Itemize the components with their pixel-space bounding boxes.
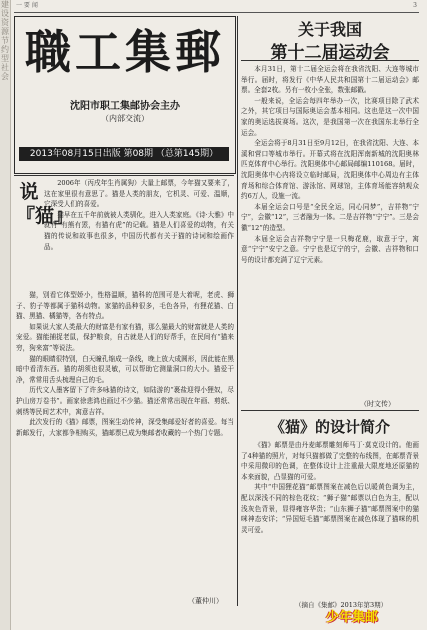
paragraph: 本月31日，第十二届全运会将在我省沈阳、大连等城市举行。届时，将发行《中华人民共和国第十二届运动会》邮票。全套2枚。另有一枚小全张，数张邮戳。 — [241, 65, 419, 95]
running-head — [14, 2, 419, 13]
masthead — [14, 16, 236, 174]
paragraph: 本届全运会吉祥物宁宁是一只梅花鹿，取意于宁，寓意“宁宁”安宁之意。宁宁也是辽宁的宁，会徽、吉祥物和口号的设计都充满了辽宁元素。 — [241, 234, 419, 264]
left-article-body-top — [44, 178, 234, 288]
running-head-left: 一 要 闻 — [16, 2, 38, 9]
paragraph: 此次发行的《猫》邮票，图案生动传神，深受集邮爱好者的喜爱。每当新邮发行，大家都争相购买，猫邮票已成为集邮者收藏的一个热门专题。 — [16, 418, 234, 437]
right-article-title-line2: 第十二届运动会 — [270, 43, 390, 63]
right-article-signature: （时文传） — [360, 400, 395, 408]
paragraph: 本届全运会口号是“全民全运，同心同梦”，吉祥物“宁宁”，会徽“12”，三者融为一体。二是吉祥物“宁宁”。三是会徽“12”的造型。 — [241, 202, 419, 232]
section-divider — [241, 410, 419, 411]
left-article-vertical-title: 说『猫』 — [16, 181, 74, 227]
issue-info-bar: 2013年08月15日出版 第08期 （总第145期） — [19, 147, 229, 161]
lower-article-title: 《猫》的设计简介 — [269, 418, 390, 436]
masthead-org: 沈阳市职工集邮协会主办 — [70, 101, 180, 112]
edge-text: 建设资源节约型社会 — [1, 0, 9, 81]
paragraph: 其中“中国狸花猫”邮票图案在减色后以暖黄色调为主，配以深浅不同的棕色花纹；“狮子猫”邮票以白色为主，配以浅灰色背景，显得雍容华贵；“山东狮子猫”邮票图案中的猫咪神态安详；“异国短毛猫”邮票图案在减色体现了猫咪的机灵可爱。 — [241, 483, 419, 534]
paragraph: 猫的眼睛很特别，白天瞳孔缩成一条线，晚上放大成圆形，因此能在黑暗中看清东西。猫的胡须也很灵敏，可以帮助它测量洞口的大小。猫爱干净，常常用舌头梳理自己的毛。 — [16, 354, 234, 384]
paragraph: 猫早在五千年前就被人类驯化，进入人类家庭。《诗·大雅》中就有“有熊有罴，有猫有虎”的记载。猫是人们喜爱的动物，有关猫的传说和故事也很多，中国历代都有关于猫的诗词和绘画作品。 — [44, 210, 234, 251]
masthead-title: 職工集郵 — [25, 25, 225, 79]
paragraph: 猫，别看它体型娇小，性格温顺，猫科的范围可是大着呢，老虎、狮子、豹子等都属于猫科动物。家猫的品种很多，毛色各异，有狸花猫、白猫、黑猫、橘猫等，各有特点。 — [16, 291, 234, 321]
adjacent-page-edge — [0, 0, 11, 630]
left-article-signature: （董仲川） — [188, 597, 223, 605]
paragraph: 如果说大家人类最大的财富是有家有猫，那么猫最大的财富就是人类的宠爱。猫能捕捉老鼠，保护粮食，自古就是人们的好帮手，在民间有“猫来穷，狗来富”等说法。 — [16, 322, 234, 352]
paragraph: 《猫》邮票是由丹麦邮票雕刻师马丁·莫克设计的。他画了4种猫的照片，对每只猫都做了完整的布线图，在邮票背景中采用微印的色调，在整体设计上注重最大限度地还原猫的本来面貌，凸显猫的可爱。 — [241, 441, 419, 481]
page-number: 3 — [413, 2, 417, 9]
paragraph: 一般来说，全运会每四年举办一次，比赛项目除了武术之外，其它项目与国际奥运会基本相同。这也是这一次中国家的奥运选拔赛场。这次，是我国第一次在我国东北举行全运会。 — [241, 96, 419, 137]
right-article-body — [241, 64, 419, 399]
paragraph: 历代文人墨客留下了许多咏猫的诗文，如陆游的“裹盐迎得小狸奴，尽护山房万卷书”。画家徐悲鸿也画过不少猫。猫还常常出现在年画、剪纸、刺绣等民间艺术中，寓意吉祥。 — [16, 386, 234, 416]
paragraph: 2006年（丙戌年生肖属狗）大量上邮票，今年猫又要来了，这在家里很有意思了。猫是人类的朋友，它机灵、可爱、温顺，它深受人们的喜爱。 — [44, 179, 234, 209]
lower-article-source: （摘自《集邮》2013年第3期） — [295, 601, 388, 609]
paragraph: 全运会将于8月31日至9月12日，在我省沈阳、大连、本溪和营口等城市举行。开幕式将在沈阳浑南新城的沈阳奥林匹克体育中心举行。沈阳奥体中心邮局邮编110168。届时，沈阳奥体中心内将设立临时邮局，沈阳奥体中心周边有主体育场和综合体育馆、游泳馆、网球馆，主体育场能容纳观众约6万人，设施一流。 — [241, 139, 419, 201]
watermark-logo: 少年集邮 — [326, 610, 379, 625]
section-divider — [14, 175, 234, 176]
column-divider — [237, 16, 238, 606]
right-article-title-line1: 关于我国 — [297, 20, 362, 39]
title-rule — [241, 60, 419, 61]
left-article-body-bottom — [16, 290, 234, 590]
masthead-note: （内部交流） — [101, 114, 149, 123]
lower-article-body — [241, 440, 419, 598]
